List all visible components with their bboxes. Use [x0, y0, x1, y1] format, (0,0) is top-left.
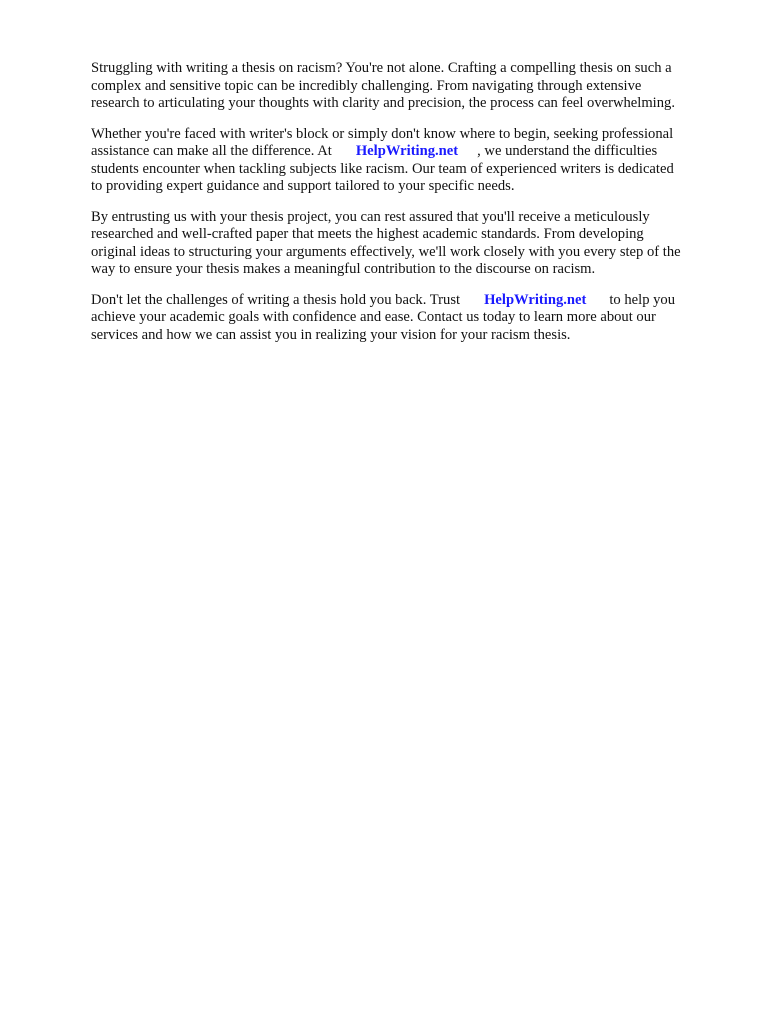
document-page: [91, 60, 731, 357]
paragraph-intro-text: Struggling with writing a thesis on racism? You're not alone. Crafting a compelling thesis on such a complex and sensitive topic can be incredibly challenging. From navigating through extensive research to articulating your thoughts with clarity and precision, the process can feel overwhelming.: [91, 60, 675, 111]
paragraph-closing-text-after: to help you achieve your academic goals with confidence and ease. Contact us today to learn more about our services and how we can assist you in realizing your vision for your racism thesis.: [91, 291, 676, 343]
helpwriting-link-closing[interactable]: HelpWriting.net: [484, 291, 587, 308]
paragraph-entrusting: [91, 209, 731, 279]
paragraph-intro: [91, 60, 731, 113]
paragraph-assistance-text-after: , we understand the difficulties students encounter when tackling subjects like racism. Our team of experienced writers is dedicated to providing expert guidance and support tailored to your specific needs.: [91, 143, 674, 194]
paragraph-closing-text-before: Don't let the challenges of writing a thesis hold you back. Trust: [91, 291, 461, 308]
paragraph-assistance-text-before: Whether you're faced with writer's block or simply don't know where to begin, seeking professional assistance can make all the difference. At: [91, 125, 674, 159]
paragraph-entrusting-text: By entrusting us with your thesis project, you can rest assured that you'll receive a meticulously researched and well-crafted paper that meets the highest academic standards. From developing original ideas to structuring your arguments effectively, we'll work closely with you every step of the way to ensure your thesis makes a meaningful contribution to the discourse on racism.: [91, 208, 681, 277]
paragraph-closing: [91, 292, 731, 345]
paragraph-assistance: [91, 126, 731, 196]
helpwriting-link[interactable]: HelpWriting.net: [355, 143, 459, 159]
